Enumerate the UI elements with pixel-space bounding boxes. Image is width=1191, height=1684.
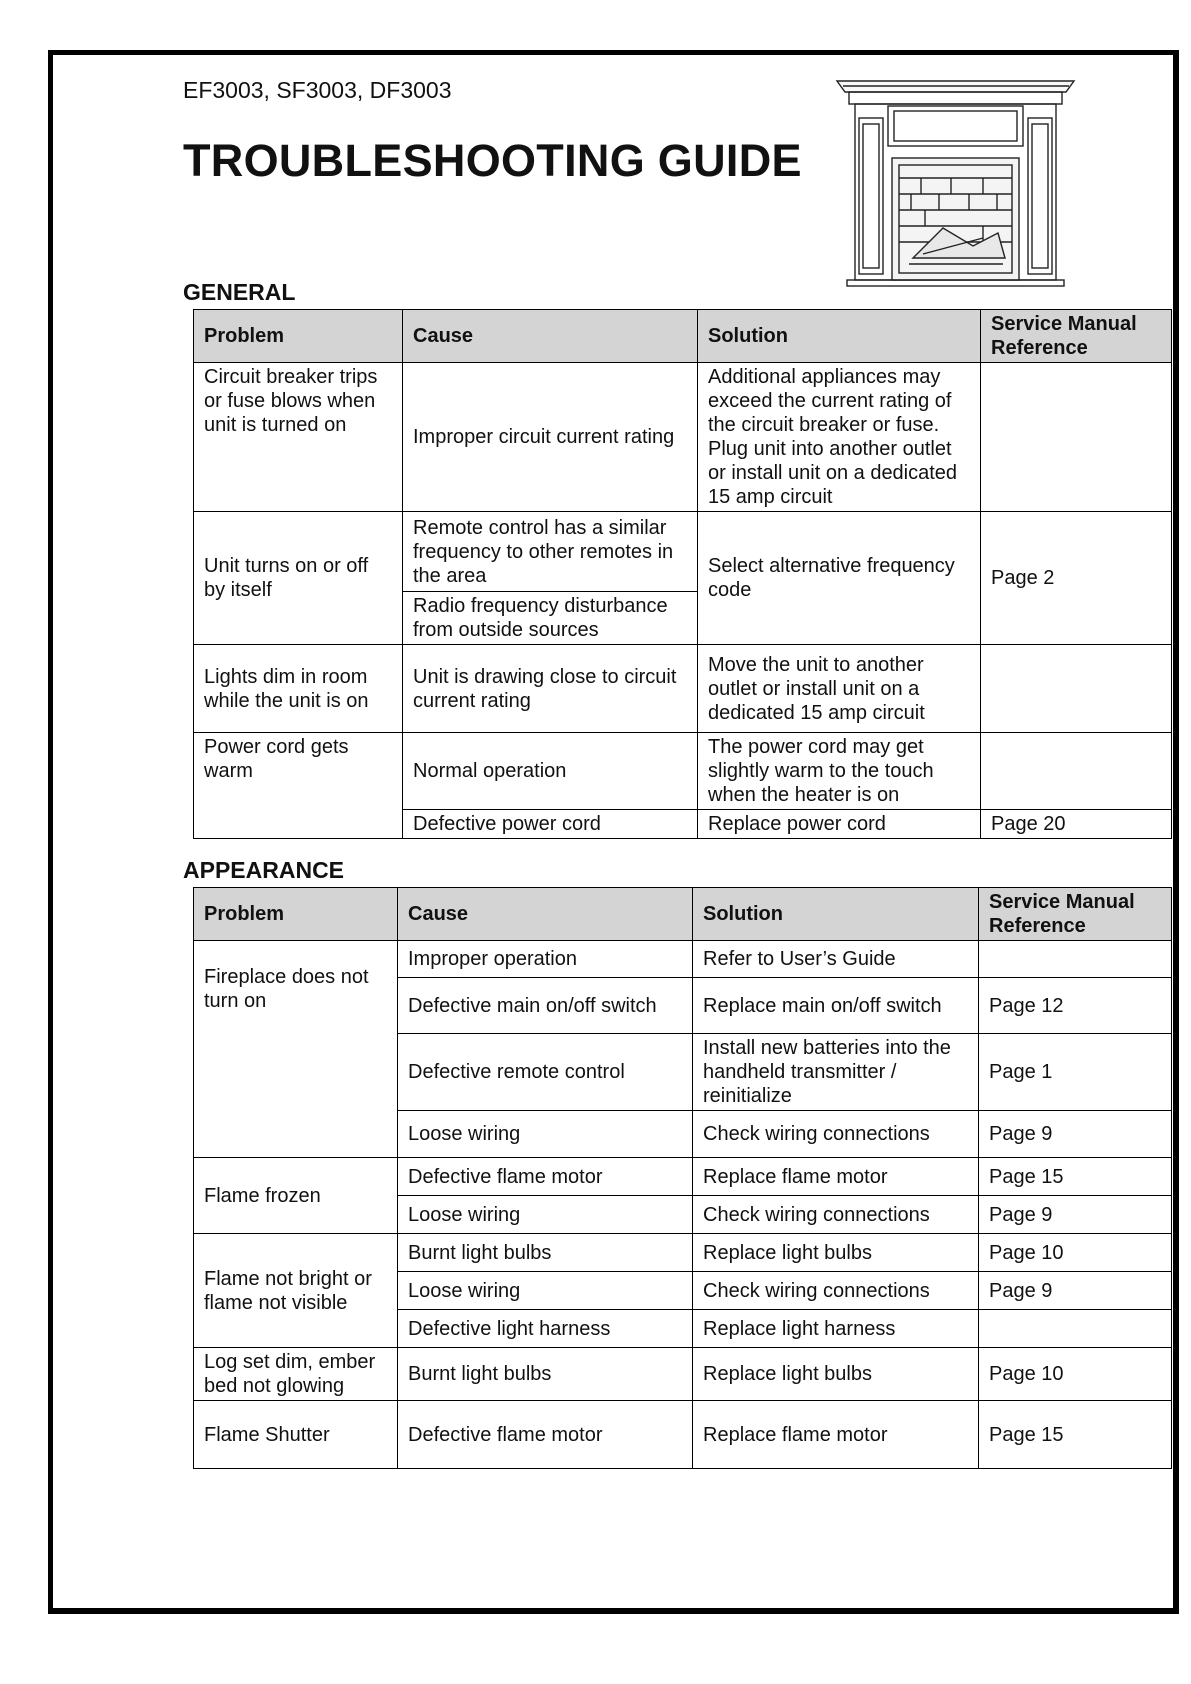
solution-cell: Check wiring connections xyxy=(693,1272,979,1310)
fireplace-mantel-illustration xyxy=(833,78,1078,288)
reference-cell xyxy=(979,941,1172,978)
solution-cell: Install new batteries into the handheld transmitter / reinitialize xyxy=(693,1034,979,1111)
reference-cell: Page 20 xyxy=(981,810,1172,839)
reference-cell: Page 1 xyxy=(979,1034,1172,1111)
table-header-row xyxy=(194,310,1172,363)
reference-cell: Page 2 xyxy=(981,512,1172,645)
appearance-table xyxy=(193,887,1172,1469)
solution-cell: Select alternative frequency code xyxy=(698,512,981,645)
reference-cell: Page 15 xyxy=(979,1158,1172,1196)
solution-cell: Replace light bulbs xyxy=(693,1348,979,1401)
solution-cell: Replace flame motor xyxy=(693,1401,979,1469)
cause-cell: Loose wiring xyxy=(398,1272,693,1310)
reference-cell: Page 10 xyxy=(979,1348,1172,1401)
general-table xyxy=(193,309,1172,839)
cause-cell: Radio frequency disturbance from outside sources xyxy=(403,592,698,645)
table-row xyxy=(194,363,1172,512)
general-section-title: GENERAL xyxy=(183,279,296,305)
problem-cell: Circuit breaker trips or fuse blows when unit is turned on xyxy=(194,363,403,512)
cause-cell: Unit is drawing close to circuit current rating xyxy=(403,645,698,733)
problem-cell: Fireplace does not turn on xyxy=(194,941,398,1158)
column-header-reference: Service Manual Reference xyxy=(981,310,1172,363)
column-header-cause: Cause xyxy=(403,310,698,363)
reference-cell: Page 9 xyxy=(979,1272,1172,1310)
cause-cell: Defective remote control xyxy=(398,1034,693,1111)
column-header-reference: Service Manual Reference xyxy=(979,888,1172,941)
table-row xyxy=(194,733,1172,810)
reference-cell xyxy=(979,1310,1172,1348)
cause-cell: Loose wiring xyxy=(398,1196,693,1234)
cause-cell: Improper operation xyxy=(398,941,693,978)
problem-cell: Flame not bright or flame not visible xyxy=(194,1234,398,1348)
cause-cell: Defective flame motor xyxy=(398,1401,693,1469)
solution-cell: Replace light bulbs xyxy=(693,1234,979,1272)
cause-cell: Normal operation xyxy=(403,733,698,810)
model-numbers: EF3003, SF3003, DF3003 xyxy=(183,77,452,103)
reference-cell: Page 12 xyxy=(979,978,1172,1034)
solution-cell: Additional appliances may exceed the current rating of the circuit breaker or fuse. Plug unit into another outlet or install unit on a dedicated 15 amp circuit xyxy=(698,363,981,512)
cause-cell: Burnt light bulbs xyxy=(398,1348,693,1401)
reference-cell xyxy=(981,363,1172,512)
problem-cell: Log set dim, ember bed not glowing xyxy=(194,1348,398,1401)
solution-cell: Refer to User’s Guide xyxy=(693,941,979,978)
table-header-row xyxy=(194,888,1172,941)
reference-cell: Page 10 xyxy=(979,1234,1172,1272)
reference-cell xyxy=(981,733,1172,810)
problem-cell: Lights dim in room while the unit is on xyxy=(194,645,403,733)
problem-cell: Unit turns on or off by itself xyxy=(194,512,403,645)
problem-cell: Flame frozen xyxy=(194,1158,398,1234)
appearance-section-title: APPEARANCE xyxy=(183,857,345,883)
solution-cell: Replace main on/off switch xyxy=(693,978,979,1034)
cause-cell: Improper circuit current rating xyxy=(403,363,698,512)
solution-cell: Replace flame motor xyxy=(693,1158,979,1196)
problem-cell: Flame Shutter xyxy=(194,1401,398,1469)
solution-cell: The power cord may get slightly warm to the touch when the heater is on xyxy=(698,733,981,810)
table-row xyxy=(194,941,1172,978)
table-row xyxy=(194,1158,1172,1196)
column-header-problem: Problem xyxy=(194,310,403,363)
reference-cell: Page 9 xyxy=(979,1111,1172,1158)
cause-cell: Burnt light bulbs xyxy=(398,1234,693,1272)
cause-cell: Remote control has a similar frequency to other remotes in the area xyxy=(403,512,698,592)
table-row xyxy=(194,1401,1172,1469)
table-row xyxy=(194,512,1172,592)
table-row xyxy=(194,1234,1172,1272)
cause-cell: Defective flame motor xyxy=(398,1158,693,1196)
solution-cell: Check wiring connections xyxy=(693,1196,979,1234)
table-row xyxy=(194,1348,1172,1401)
problem-cell: Power cord gets warm xyxy=(194,733,403,839)
column-header-solution: Solution xyxy=(698,310,981,363)
column-header-solution: Solution xyxy=(693,888,979,941)
solution-cell: Replace power cord xyxy=(698,810,981,839)
reference-cell: Page 9 xyxy=(979,1196,1172,1234)
cause-cell: Defective main on/off switch xyxy=(398,978,693,1034)
solution-cell: Check wiring connections xyxy=(693,1111,979,1158)
cause-cell: Defective power cord xyxy=(403,810,698,839)
cause-cell: Defective light harness xyxy=(398,1310,693,1348)
cause-cell: Loose wiring xyxy=(398,1111,693,1158)
page-title: TROUBLESHOOTING GUIDE xyxy=(183,135,802,186)
reference-cell: Page 15 xyxy=(979,1401,1172,1469)
column-header-cause: Cause xyxy=(398,888,693,941)
solution-cell: Replace light harness xyxy=(693,1310,979,1348)
solution-cell: Move the unit to another outlet or install unit on a dedicated 15 amp circuit xyxy=(698,645,981,733)
reference-cell xyxy=(981,645,1172,733)
column-header-problem: Problem xyxy=(194,888,398,941)
table-row xyxy=(194,645,1172,733)
